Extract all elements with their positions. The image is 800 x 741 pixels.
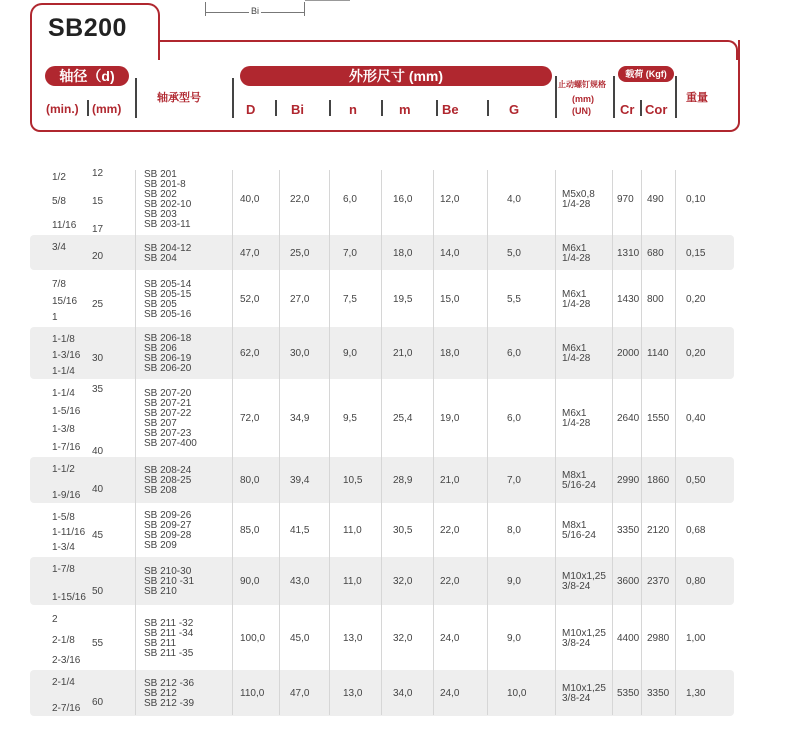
shaft-diameter-header: 轴径（d) bbox=[45, 66, 129, 86]
col-Be-value: 21,0 bbox=[440, 475, 460, 486]
col-Be-header: Be bbox=[442, 102, 459, 117]
mm-size: 60 bbox=[92, 697, 104, 708]
bearing-model-header: 轴承型号 bbox=[157, 92, 201, 104]
bearing-model: SB 210-30 bbox=[144, 566, 192, 577]
mm-size: 17 bbox=[92, 224, 104, 235]
col-D-header: D bbox=[246, 102, 256, 117]
dimension-label: Bi bbox=[251, 6, 260, 16]
inch-size: 1-1/4 bbox=[52, 388, 75, 399]
setscrew-value: M6x1 bbox=[562, 343, 587, 354]
bearing-model: SB 211 bbox=[144, 638, 177, 649]
inch-size: 1 bbox=[52, 312, 58, 323]
col-D-value: 110,0 bbox=[240, 688, 265, 699]
inch-size: 1-15/16 bbox=[52, 592, 86, 603]
setscrew-value: 5/16-24 bbox=[562, 480, 596, 491]
col-m-value: 16,0 bbox=[393, 194, 413, 205]
col-Bi-value: 27,0 bbox=[290, 294, 310, 305]
inch-size: 1-3/8 bbox=[52, 424, 75, 435]
col-Cor-header: Cor bbox=[645, 102, 668, 117]
col-G-value: 5,5 bbox=[507, 294, 521, 305]
setscrew-value: 1/4-28 bbox=[562, 199, 591, 210]
col-Bi-value: 25,0 bbox=[290, 248, 310, 259]
col-Cor-value: 3350 bbox=[647, 688, 670, 699]
col-Cr-value: 3350 bbox=[617, 525, 640, 536]
dimension-marker bbox=[205, 0, 305, 18]
mm-size: 15 bbox=[92, 196, 104, 207]
bearing-model: SB 206-20 bbox=[144, 363, 192, 374]
inch-size: 1-5/16 bbox=[52, 406, 81, 417]
col-m-value: 21,0 bbox=[393, 348, 413, 359]
column-divider bbox=[433, 170, 434, 715]
mm-size: 40 bbox=[92, 446, 104, 457]
col-G-value: 4,0 bbox=[507, 194, 521, 205]
col-G-value: 6,0 bbox=[507, 348, 521, 359]
bearing-model: SB 201 bbox=[144, 169, 177, 180]
col-Cor-value: 490 bbox=[647, 194, 664, 205]
weight-header: 重量 bbox=[686, 92, 708, 104]
setscrew-header: 止动螺钉规格 bbox=[558, 80, 606, 89]
col-G-value: 6,0 bbox=[507, 413, 521, 424]
col-Bi-value: 30,0 bbox=[290, 348, 310, 359]
inch-size: 2-1/4 bbox=[52, 677, 75, 688]
bearing-model: SB 207-23 bbox=[144, 428, 192, 439]
col-Be-value: 15,0 bbox=[440, 294, 460, 305]
col-Bi-value: 34,9 bbox=[290, 413, 310, 424]
setscrew-value: M6x1 bbox=[562, 289, 587, 300]
col-Cr-header: Cr bbox=[620, 102, 635, 117]
col-Bi-value: 41,5 bbox=[290, 525, 310, 536]
col-w-value: 0,10 bbox=[686, 194, 706, 205]
col-Be-value: 24,0 bbox=[440, 633, 460, 644]
bearing-model: SB 209 bbox=[144, 540, 177, 551]
separator bbox=[555, 76, 557, 118]
col-D-value: 72,0 bbox=[240, 413, 260, 424]
bearing-model: SB 212 -39 bbox=[144, 698, 195, 709]
bearing-model: SB 208-25 bbox=[144, 475, 192, 486]
bearing-model: SB 206 bbox=[144, 343, 177, 354]
setscrew-value: 3/8-24 bbox=[562, 581, 591, 592]
setscrew-value: 1/4-28 bbox=[562, 418, 591, 429]
setscrew-value: M5x0,8 bbox=[562, 189, 595, 200]
bearing-model: SB 203 bbox=[144, 209, 177, 220]
column-divider bbox=[381, 170, 382, 715]
col-Be-value: 19,0 bbox=[440, 413, 460, 424]
col-D-value: 80,0 bbox=[240, 475, 260, 486]
col-w-value: 1,00 bbox=[686, 633, 706, 644]
col-G-value: 10,0 bbox=[507, 688, 527, 699]
col-m-value: 28,9 bbox=[393, 475, 413, 486]
col-m-value: 32,0 bbox=[393, 576, 413, 587]
column-divider bbox=[555, 170, 556, 715]
inch-size: 1-1/2 bbox=[52, 464, 75, 475]
column-divider bbox=[135, 170, 136, 715]
shaft-mm-header: (mm) bbox=[92, 102, 122, 116]
inch-size: 2 bbox=[52, 614, 58, 625]
setscrew-value: 3/8-24 bbox=[562, 693, 591, 704]
bearing-model: SB 201-8 bbox=[144, 179, 186, 190]
col-m-value: 18,0 bbox=[393, 248, 413, 259]
divider bbox=[305, 0, 350, 1]
col-D-value: 40,0 bbox=[240, 194, 260, 205]
separator bbox=[87, 100, 89, 116]
bearing-model: SB 203-11 bbox=[144, 219, 191, 230]
bearing-model: SB 211 -35 bbox=[144, 648, 194, 659]
separator bbox=[275, 100, 277, 116]
col-Bi-value: 39,4 bbox=[290, 475, 310, 486]
col-G-value: 9,0 bbox=[507, 576, 521, 587]
col-Be-value: 24,0 bbox=[440, 688, 460, 699]
bearing-model: SB 209-28 bbox=[144, 530, 192, 541]
col-w-value: 0,20 bbox=[686, 348, 706, 359]
bearing-model: SB 204-12 bbox=[144, 243, 192, 254]
separator bbox=[613, 76, 615, 118]
separator bbox=[487, 100, 489, 116]
col-w-value: 0,50 bbox=[686, 475, 706, 486]
col-n-value: 9,5 bbox=[343, 413, 357, 424]
col-n-value: 9,0 bbox=[343, 348, 357, 359]
separator bbox=[675, 76, 677, 118]
col-w-value: 0,40 bbox=[686, 413, 706, 424]
col-G-value: 7,0 bbox=[507, 475, 521, 486]
bearing-model: SB 211 -34 bbox=[144, 628, 194, 639]
setscrew-value: M10x1,25 bbox=[562, 628, 606, 639]
col-w-value: 0,20 bbox=[686, 294, 706, 305]
col-Be-value: 18,0 bbox=[440, 348, 460, 359]
col-Cor-value: 2370 bbox=[647, 576, 670, 587]
bearing-model: SB 205 bbox=[144, 299, 177, 310]
col-Cr-value: 1310 bbox=[617, 248, 640, 259]
col-Cor-value: 1550 bbox=[647, 413, 670, 424]
mm-size: 20 bbox=[92, 251, 104, 262]
separator bbox=[135, 78, 137, 118]
setscrew-mm-header: (mm) bbox=[572, 94, 594, 104]
col-Bi-value: 45,0 bbox=[290, 633, 310, 644]
col-Cr-value: 970 bbox=[617, 194, 634, 205]
bearing-model: SB 211 -32 bbox=[144, 618, 194, 629]
setscrew-value: M8x1 bbox=[562, 470, 587, 481]
mm-size: 25 bbox=[92, 299, 104, 310]
col-w-value: 0,80 bbox=[686, 576, 706, 587]
col-Bi-value: 47,0 bbox=[290, 688, 310, 699]
column-divider bbox=[675, 170, 676, 715]
col-n-value: 13,0 bbox=[343, 633, 363, 644]
inch-size: 2-7/16 bbox=[52, 703, 81, 714]
mm-size: 12 bbox=[92, 168, 104, 179]
bearing-model: SB 210 bbox=[144, 586, 177, 597]
mm-size: 30 bbox=[92, 353, 104, 364]
bearing-model: SB 212 -36 bbox=[144, 678, 195, 689]
col-m-header: m bbox=[399, 102, 411, 117]
inch-size: 15/16 bbox=[52, 296, 78, 307]
col-Bi-header: Bi bbox=[291, 102, 304, 117]
separator bbox=[381, 100, 383, 116]
inch-size: 11/16 bbox=[52, 220, 77, 231]
col-G-value: 9,0 bbox=[507, 633, 521, 644]
bearing-model: SB 210 -31 bbox=[144, 576, 195, 587]
setscrew-value: M6x1 bbox=[562, 243, 587, 254]
bearing-model: SB 206-19 bbox=[144, 353, 192, 364]
col-w-value: 0,15 bbox=[686, 248, 706, 259]
inch-size: 5/8 bbox=[52, 196, 66, 207]
setscrew-un-header: (UN) bbox=[572, 106, 591, 116]
inch-size: 2-3/16 bbox=[52, 655, 81, 666]
column-divider bbox=[329, 170, 330, 715]
setscrew-value: 1/4-28 bbox=[562, 353, 591, 364]
col-Cr-value: 2640 bbox=[617, 413, 640, 424]
col-Cor-value: 1140 bbox=[647, 348, 669, 359]
setscrew-value: M8x1 bbox=[562, 520, 587, 531]
bearing-model: SB 209-26 bbox=[144, 510, 192, 521]
col-D-value: 62,0 bbox=[240, 348, 260, 359]
col-m-value: 19,5 bbox=[393, 294, 413, 305]
inch-size: 1-3/16 bbox=[52, 350, 81, 361]
col-w-value: 1,30 bbox=[686, 688, 706, 699]
inch-size: 1-1/4 bbox=[52, 366, 75, 377]
inch-size: 1-3/4 bbox=[52, 542, 75, 553]
mm-size: 50 bbox=[92, 586, 104, 597]
col-Cr-value: 4400 bbox=[617, 633, 640, 644]
bearing-model: SB 208-24 bbox=[144, 465, 192, 476]
bearing-model: SB 205-14 bbox=[144, 279, 192, 290]
col-Cor-value: 2120 bbox=[647, 525, 670, 536]
mm-size: 45 bbox=[92, 530, 104, 541]
col-n-value: 7,0 bbox=[343, 248, 357, 259]
mm-size: 55 bbox=[92, 638, 104, 649]
col-D-value: 85,0 bbox=[240, 525, 260, 536]
bearing-model: SB 207-20 bbox=[144, 388, 192, 399]
mm-size: 35 bbox=[92, 384, 104, 395]
setscrew-value: 1/4-28 bbox=[562, 253, 591, 264]
col-D-value: 90,0 bbox=[240, 576, 260, 587]
col-w-value: 0,68 bbox=[686, 525, 706, 536]
bearing-model: SB 205-15 bbox=[144, 289, 192, 300]
col-m-value: 32,0 bbox=[393, 633, 413, 644]
col-Bi-value: 22,0 bbox=[290, 194, 310, 205]
col-Cr-value: 1430 bbox=[617, 294, 640, 305]
col-Be-value: 14,0 bbox=[440, 248, 460, 259]
bearing-model: SB 207 bbox=[144, 418, 177, 429]
inch-size: 1/2 bbox=[52, 172, 66, 183]
inch-size: 1-11/16 bbox=[52, 527, 86, 538]
inch-size: 1-1/8 bbox=[52, 334, 75, 345]
inch-size: 2-1/8 bbox=[52, 635, 75, 646]
column-divider bbox=[279, 170, 280, 715]
col-Bi-value: 43,0 bbox=[290, 576, 310, 587]
col-Cor-value: 2980 bbox=[647, 633, 670, 644]
col-m-value: 25,4 bbox=[393, 413, 413, 424]
col-n-value: 10,5 bbox=[343, 475, 363, 486]
inch-size: 3/4 bbox=[52, 242, 66, 253]
bearing-model: SB 207-22 bbox=[144, 408, 192, 419]
column-divider bbox=[612, 170, 613, 715]
setscrew-value: M10x1,25 bbox=[562, 571, 606, 582]
col-Cor-value: 680 bbox=[647, 248, 664, 259]
inch-size: 1-7/16 bbox=[52, 442, 81, 453]
inch-size: 1-9/16 bbox=[52, 490, 81, 501]
separator bbox=[329, 100, 331, 116]
shaft-min-header: (min.) bbox=[46, 102, 79, 116]
col-G-value: 8,0 bbox=[507, 525, 521, 536]
bearing-model: SB 202-10 bbox=[144, 199, 192, 210]
col-n-value: 7,5 bbox=[343, 294, 357, 305]
col-D-value: 52,0 bbox=[240, 294, 260, 305]
col-Be-value: 22,0 bbox=[440, 576, 460, 587]
col-m-value: 30,5 bbox=[393, 525, 413, 536]
page-title: SB200 bbox=[48, 14, 127, 42]
separator bbox=[640, 100, 642, 116]
bearing-model: SB 207-21 bbox=[144, 398, 192, 409]
separator bbox=[232, 78, 234, 118]
col-n-value: 6,0 bbox=[343, 194, 357, 205]
column-divider bbox=[641, 170, 642, 715]
setscrew-value: M6x1 bbox=[562, 408, 587, 419]
bearing-model: SB 207-400 bbox=[144, 438, 197, 449]
mm-size: 40 bbox=[92, 484, 104, 495]
col-Cr-value: 5350 bbox=[617, 688, 640, 699]
col-Be-value: 22,0 bbox=[440, 525, 460, 536]
column-divider bbox=[487, 170, 488, 715]
bearing-model: SB 206-18 bbox=[144, 333, 192, 344]
col-n-header: n bbox=[349, 102, 357, 117]
col-Cr-value: 3600 bbox=[617, 576, 640, 587]
column-divider bbox=[232, 170, 233, 715]
inch-size: 1-7/8 bbox=[52, 564, 75, 575]
col-Cor-value: 1860 bbox=[647, 475, 670, 486]
inch-size: 1-5/8 bbox=[52, 512, 75, 523]
dimensions-header: 外形尺寸 (mm) bbox=[240, 66, 552, 86]
col-D-value: 47,0 bbox=[240, 248, 260, 259]
bearing-model: SB 204 bbox=[144, 253, 177, 264]
header-frame-top bbox=[156, 40, 738, 60]
bearing-model: SB 202 bbox=[144, 189, 177, 200]
col-D-value: 100,0 bbox=[240, 633, 266, 644]
bearing-model: SB 208 bbox=[144, 485, 177, 496]
setscrew-value: M10x1,25 bbox=[562, 683, 606, 694]
bearing-model: SB 205-16 bbox=[144, 309, 192, 320]
col-Cr-value: 2000 bbox=[617, 348, 640, 359]
col-n-value: 13,0 bbox=[343, 688, 363, 699]
load-header: 载荷 (Kgf) bbox=[618, 66, 674, 82]
col-Cor-value: 800 bbox=[647, 294, 664, 305]
setscrew-value: 3/8-24 bbox=[562, 638, 591, 649]
col-m-value: 34,0 bbox=[393, 688, 413, 699]
col-G-header: G bbox=[509, 102, 520, 117]
col-G-value: 5,0 bbox=[507, 248, 521, 259]
col-n-value: 11,0 bbox=[343, 576, 362, 587]
inch-size: 7/8 bbox=[52, 279, 66, 290]
bearing-model: SB 209-27 bbox=[144, 520, 192, 531]
setscrew-value: 5/16-24 bbox=[562, 530, 596, 541]
setscrew-value: 1/4-28 bbox=[562, 299, 591, 310]
separator bbox=[436, 100, 438, 116]
col-n-value: 11,0 bbox=[343, 525, 362, 536]
col-Be-value: 12,0 bbox=[440, 194, 460, 205]
bearing-model: SB 212 bbox=[144, 688, 177, 699]
col-Cr-value: 2990 bbox=[617, 475, 640, 486]
